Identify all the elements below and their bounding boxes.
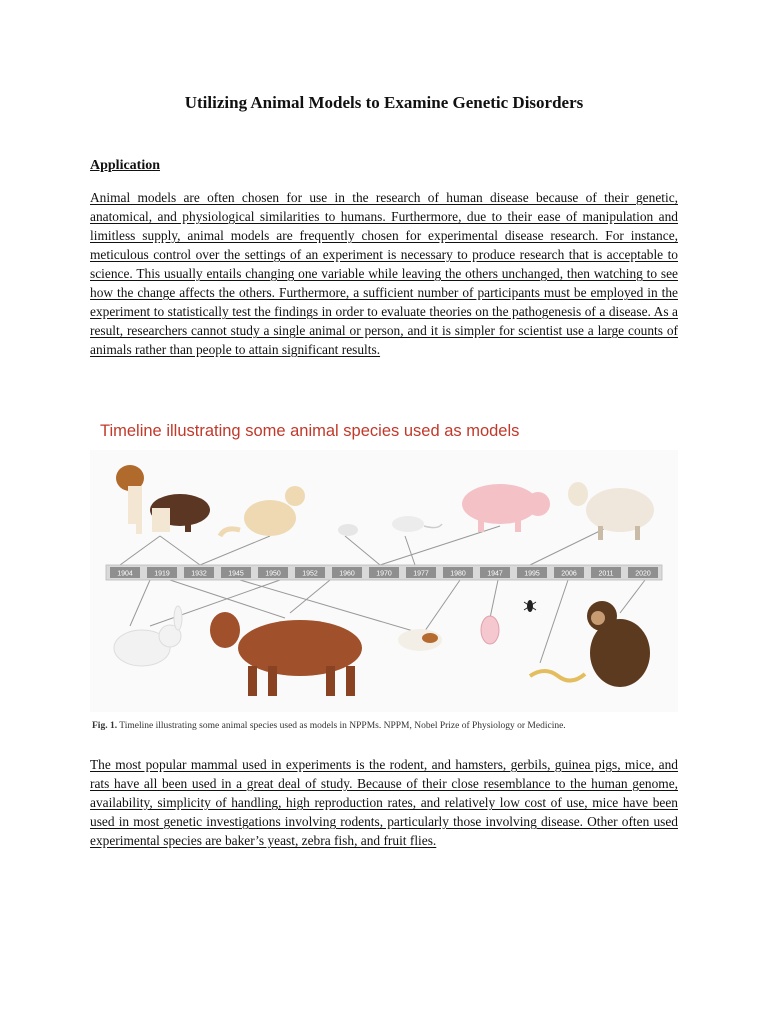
figure-title: Timeline illustrating some animal species used as models [100, 422, 520, 440]
zebrafish-illustration [481, 616, 499, 644]
illustration-background [90, 450, 678, 712]
timeline-year-label: 2011 [598, 570, 614, 578]
timeline-year-label: 2020 [635, 570, 651, 578]
document-title: Utilizing Animal Models to Examine Genetic Disorders [184, 93, 584, 112]
figure-caption-label: Fig. 1. [92, 721, 118, 731]
timeline-year-label: 1995 [524, 570, 540, 578]
timeline-year-label: 1932 [191, 570, 207, 578]
timeline-illustration [90, 408, 678, 718]
timeline-year-label: 1904 [117, 570, 133, 578]
timeline-year-label: 1980 [450, 570, 466, 578]
timeline-year-label: 1950 [265, 570, 281, 578]
timeline-year-label: 2006 [561, 570, 577, 578]
section-heading: Application [90, 158, 161, 173]
timeline-figure [90, 408, 678, 738]
timeline-year-label: 1977 [413, 570, 429, 578]
paragraph-rodents: The most popular mammal used in experiments is the rodent, and hamsters, gerbils, guinea pigs, mice, and rats have all been used in a great deal of study. Because of their close resemblance to the human genome, availability, simplicity of handling, high reproduction rates, and relatively low cost of use, mice have been used in most genetic investigations involving rodents, particularly those involving disease. Other often used experimental species are baker’s yeast, zebra fish, and fruit flies. [90, 757, 678, 848]
figure-caption [92, 721, 566, 731]
timeline-year-label: 1947 [487, 570, 503, 578]
figure-caption-text: Timeline illustrating some animal species used as models in NPPMs. NPPM, Nobel Prize of Physiology or Medicine. [119, 721, 566, 731]
timeline-year-label: 1919 [154, 570, 170, 578]
timeline-year-label: 1970 [376, 570, 392, 578]
paragraph-intro: Animal models are often chosen for use in the research of human disease because of their genetic, anatomical, and physiological similarities to humans. Furthermore, due to their ease of manipulation and limitless supply, animal models are frequently chosen for experimental disease research. For instance, meticulous control over the settings of an experiment is necessary to produce research that is acceptable to science. This usually entails changing one variable while leaving the others unchanged, then watching to see how the change affects the others. Furthermore, a sufficient number of participants must be employed in the experiment to statistically test the findings in order to evaluate theories on the pathogenesis of a disease. As a result, researchers cannot study a single animal or person, and it is simpler for scientist use a large counts of animals rather than people to attain significant results. [90, 190, 678, 357]
guinea-pig-illustration [398, 629, 442, 651]
timeline-year-label: 1945 [228, 570, 244, 578]
timeline-years [110, 567, 658, 578]
timeline-year-label: 1952 [302, 570, 318, 578]
timeline-year-label: 1960 [339, 570, 355, 578]
